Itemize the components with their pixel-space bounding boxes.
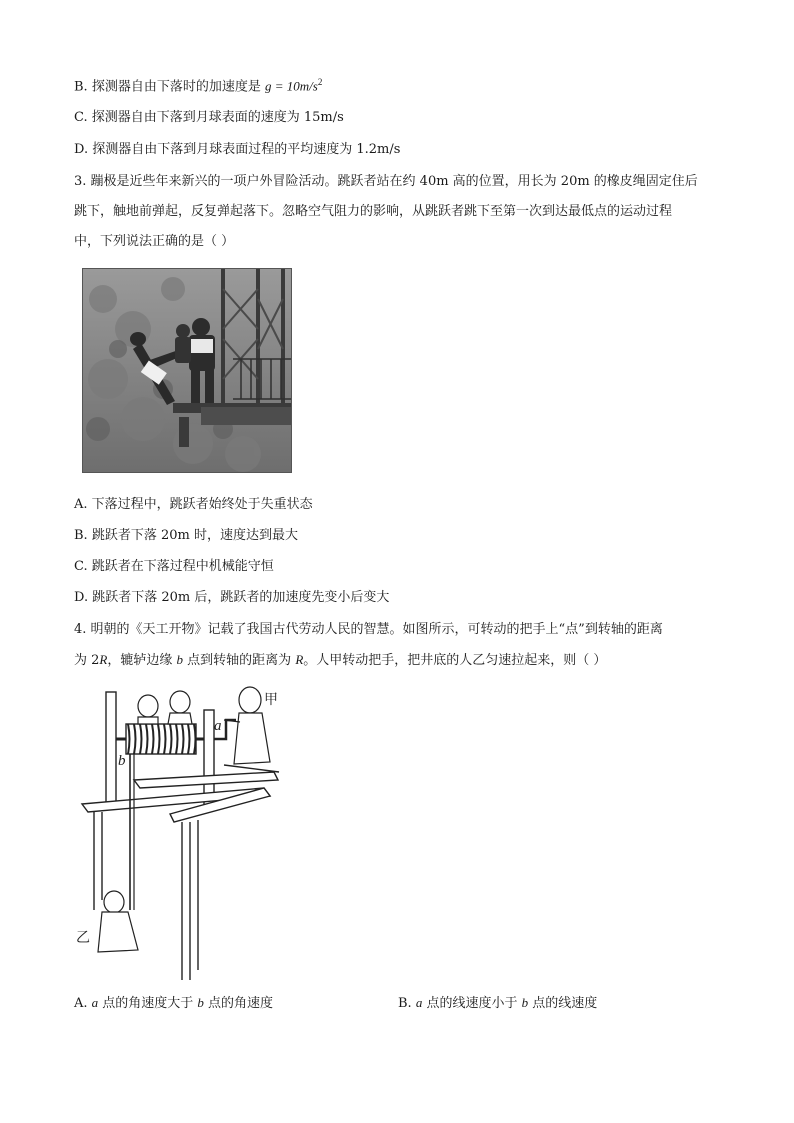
fig-label-jia: 甲 [264,692,278,708]
bungee-photo-illustration [83,269,291,472]
q3-option-c: C. 跳跃者在下落过程中机械能守恒 [74,559,274,574]
q4-stem-line-2 [74,650,606,671]
fig-label-a: a [214,718,222,734]
q3-stem-line-3: 中，下列说法正确的是（ ） [74,234,235,249]
q2-option-b [74,72,322,97]
fig-label-yi: 乙 [76,930,90,946]
windlass-figure [74,680,314,980]
q3-stem-line-2: 跳下，触地前弹起，反复弹起落下。忽略空气阻力的影响，从跳跃者跳下至第一次到达最低点的运动过程 [74,204,673,219]
q2-option-c: C. 探测器自由下落到月球表面的速度为 15m/s [74,110,344,125]
q4-option-b-var-a: a [415,995,423,1010]
q2-option-b-text: B. 探测器自由下落时的加速度是 [74,79,261,95]
windlass-illustration [74,680,314,980]
q4-option-a-suffix: 点的角速度 [203,996,274,1011]
q4-option-b-suffix: 点的线速度 [528,996,598,1011]
q4-stem-line-1: 4. 明朝的《天工开物》记载了我国古代劳动人民的智慧。如图所示，可转动的把手上“点”到转轴的距离 [74,622,663,637]
q2-option-b-formula: g = 10m/s [264,78,318,94]
q3-stem-line-1: 3. 蹦极是近些年来新兴的一项户外冒险活动。跳跃者站在约 40m 高的位置，用长为 20m 的橡皮绳固定住后 [74,174,698,189]
q3-option-d: D. 跳跃者下落 20m 后，跳跃者的加速度先变小后变大 [74,590,390,605]
q4-option-b-var-b: b [521,995,529,1010]
q4-option-b [398,993,597,1014]
q4-option-a-prefix: A. [74,996,92,1011]
q4-option-b-prefix: B. [398,996,416,1011]
q4-stem-var-r2: R [295,652,304,667]
q3-option-a: A. 下落过程中，跳跃者始终处于失重状态 [74,497,313,512]
q4-option-a [74,993,273,1014]
fig-label-b: b [118,753,126,769]
q4-option-a-var-b: b [197,995,204,1010]
q4-stem-var-r1: R [99,652,108,667]
q3-option-b: B. 跳跃者下落 20m 时，速度达到最大 [74,528,298,543]
q4-stem-line-2-part-1: 为 2 [74,653,100,668]
q4-option-a-mid: 点的角速度大于 [98,996,198,1011]
bungee-photo [82,268,292,473]
q2-option-d: D. 探测器自由下落到月球表面过程的平均速度为 1.2m/s [74,142,401,157]
q4-option-a-var-a: a [91,995,99,1010]
q2-option-b-exponent: 2 [317,77,323,87]
q4-stem-var-b: b [176,652,184,667]
q4-stem-line-2-part-2: ，辘轳边缘 [107,653,173,668]
q4-stem-line-2-part-4: 。人甲转动把手，把井底的人乙匀速拉起来，则（ ） [303,653,607,668]
q4-option-b-mid: 点的线速度小于 [422,996,522,1011]
q4-stem-line-2-part-3: 点到转轴的距离为 [187,653,292,668]
